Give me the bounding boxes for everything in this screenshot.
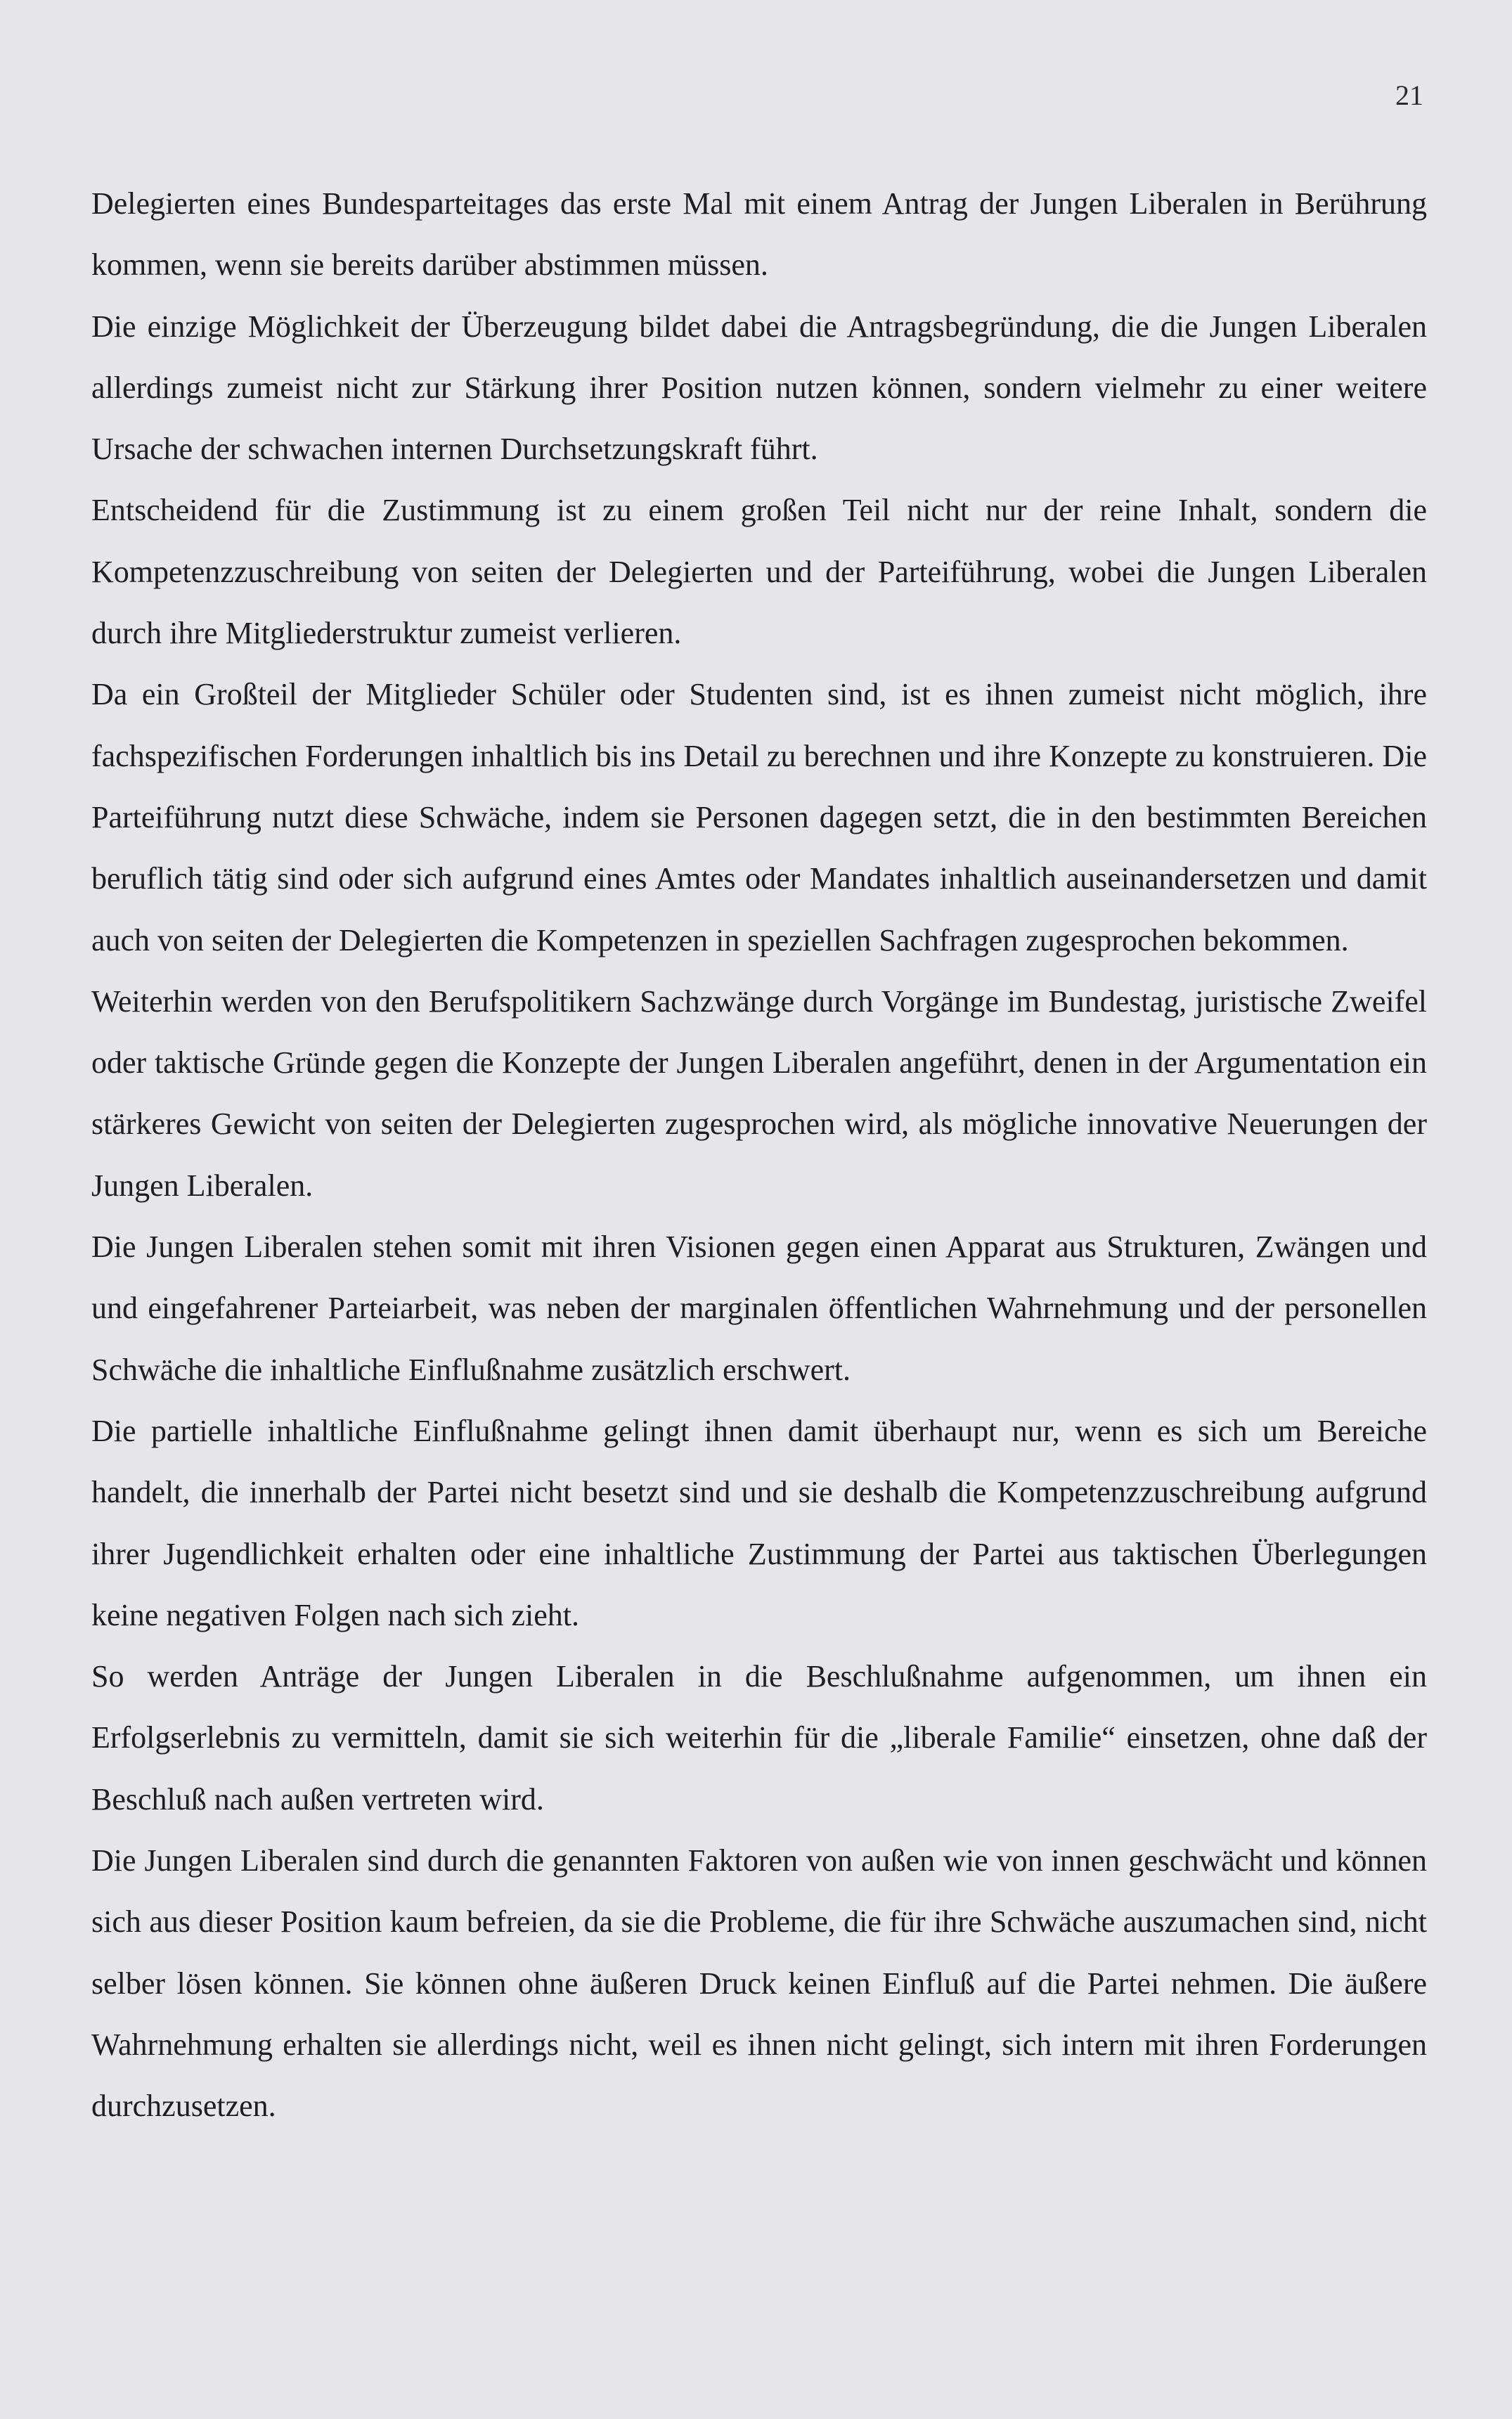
paragraph-5: Weiterhin werden von den Berufspolitikern Sachzwänge durch Vorgänge im Bundestag, juristische Zweifel oder taktische Gründe gegen die Konzepte der Jungen Liberalen angeführt, denen in der Argumentation ein stärkeres Gewicht von seiten der Delegierten zugesprochen wird, als mögliche innovative Neuerungen der Jungen Liberalen. xyxy=(91,983,1427,1203)
paragraph-1: Delegierten eines Bundesparteitages das erste Mal mit einem Antrag der Jungen Liberalen in Berührung kommen, wenn sie bereits darüber abstimmen müssen. xyxy=(91,186,1427,283)
paragraph-3: Entscheidend für die Zustimmung ist zu einem großen Teil nicht nur der reine Inhalt, sondern die Kompetenzzuschreibung von seiten der Delegierten und der Parteiführung, wobei die Jungen Liberalen durch ihre Mitgliederstruktur zumeist verlieren. xyxy=(91,493,1427,651)
paragraph-9: Die Jungen Liberalen sind durch die genannten Faktoren von außen wie von innen geschwächt und können sich aus dieser Position kaum befreien, da sie die Probleme, die für ihre Schwäche auszumachen sind, nicht selber lösen können. Sie können ohne äußeren Druck keinen Einfluß auf die Partei nehmen. Die äußere Wahrnehmung erhalten sie allerdings nicht, weil es ihnen nicht gelingt, sich intern mit ihren Forderungen durchzusetzen. xyxy=(91,1843,1427,2124)
paragraph-2: Die einzige Möglichkeit der Überzeugung bildet dabei die Antragsbegründung, die die Jungen Liberalen allerdings zumeist nicht zur Stärkung ihrer Position nutzen können, sondern vielmehr zu einer weitere Ursache der schwachen internen Durchsetzungskraft führt. xyxy=(91,309,1427,467)
paragraph-4: Da ein Großteil der Mitglieder Schüler oder Studenten sind, ist es ihnen zumeist nicht möglich, ihre fachspezifischen Forderungen inhaltlich bis ins Detail zu berechnen und ihre Konzepte zu konstruieren. Die Parteiführung nutzt diese Schwäche, indem sie Personen dagegen setzt, die in den bestimmten Bereichen beruflich tätig sind oder sich aufgrund eines Amtes oder Mandates inhaltlich auseinandersetzen und damit auch von seiten der Delegierten die Kompetenzen in speziellen Sachfragen zugesprochen bekommen. xyxy=(91,677,1427,957)
paragraph-8: So werden Anträge der Jungen Liberalen in die Beschlußnahme aufgenommen, um ihnen ein Erfolgserlebnis zu vermitteln, damit sie sich weiterhin für die „liberale Familie“ einsetzen, ohne daß der Beschluß nach außen vertreten wird. xyxy=(91,1659,1427,1817)
body-text xyxy=(91,173,1427,2137)
paragraph-7: Die partielle inhaltliche Einflußnahme gelingt ihnen damit überhaupt nur, wenn es sich um Bereiche handelt, die innerhalb der Partei nicht besetzt sind und sie deshalb die Kompetenzzuschreibung aufgrund ihrer Jugendlichkeit erhalten oder eine inhaltliche Zustimmung der Partei aus taktischen Überlegungen keine negativen Folgen nach sich zieht. xyxy=(91,1413,1427,1632)
paragraph-6: Die Jungen Liberalen stehen somit mit ihren Visionen gegen einen Apparat aus Strukturen, Zwängen und und eingefahrener Parteiarbeit, was neben der marginalen öffentlichen Wahrnehmung und der personellen Schwäche die inhaltliche Einflußnahme zusätzlich erschwert. xyxy=(91,1230,1427,1387)
page-number: 21 xyxy=(1395,79,1423,111)
